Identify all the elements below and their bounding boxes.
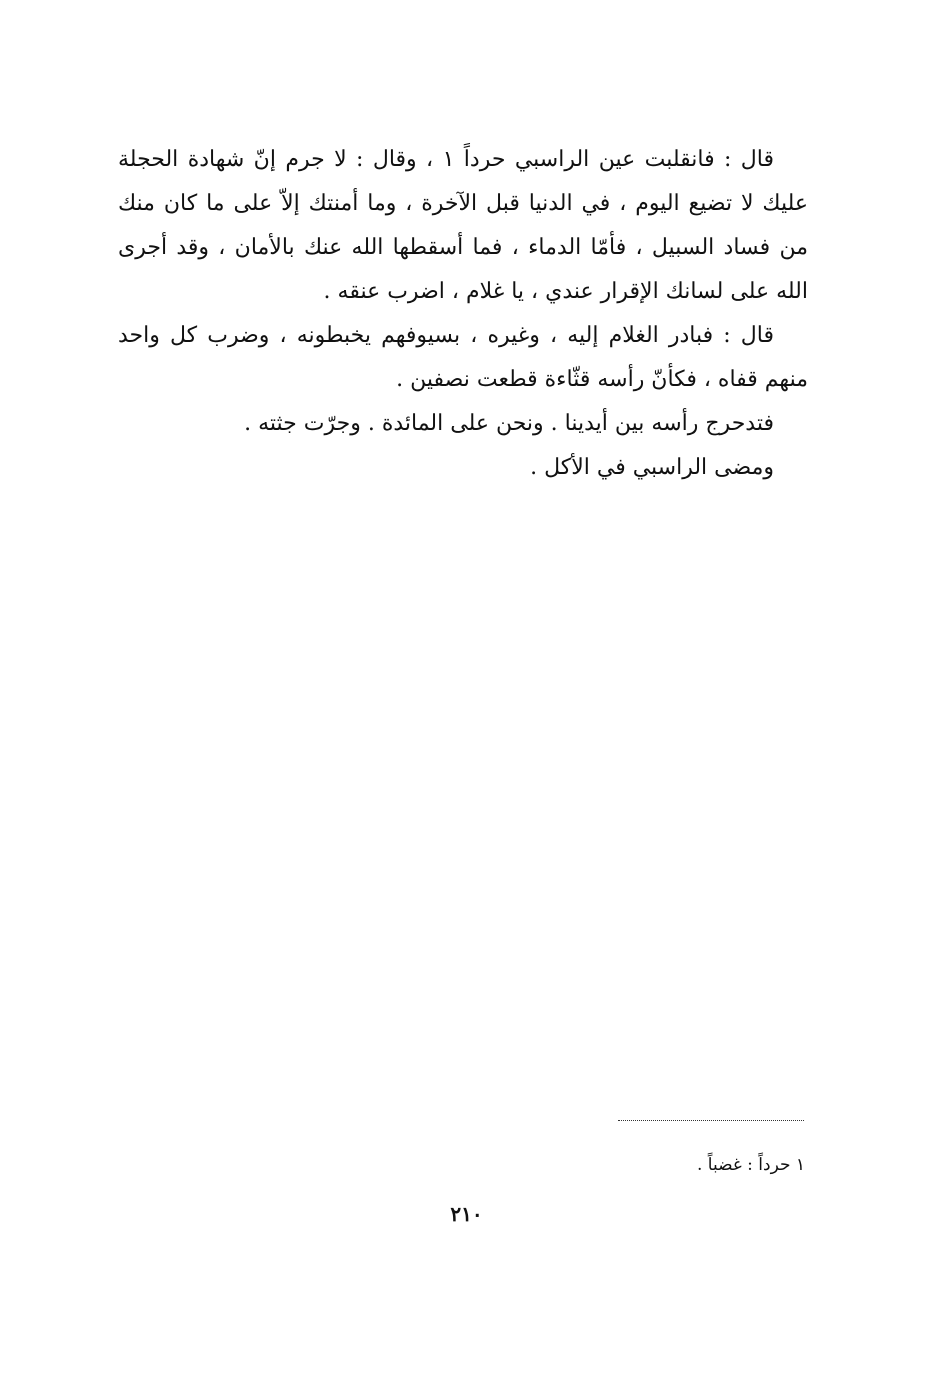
paragraph-1: قال : فانقلبت عين الراسبي حرداً ١ ، وقال : لا جرم إنّ شهادة الحجلة عليك لا تضيع اليوم ، في الدنيا قبل الآخرة ، وما أمنتك إلاّ على ما كان منك من فساد السبيل ، فأمّا الدماء ، فما أسقطها الله عنك بالأمان ، وقد أجرى الله على لسانك الإقرار عندي ، يا غلام ، اضرب عنقه . — [118, 147, 808, 304]
footnote: ١ حرداً : غضباً . — [696, 1155, 805, 1175]
paragraph-4: ومضى الراسبي في الأكل . — [530, 455, 774, 480]
main-text — [118, 138, 808, 490]
footnote-separator — [618, 1120, 804, 1121]
paragraph-2: قال : فبادر الغلام إليه ، وغيره ، بسيوفهم يخبطونه ، وضرب كل واحد منهم قفاه ، فكأنّ رأسه قثّاءة قطعت نصفين . — [118, 323, 808, 392]
paragraph-3: فتدحرج رأسه بين أيدينا . ونحن على المائدة . وجرّت جثته . — [244, 411, 774, 436]
page-number: ٢١٠ — [450, 1202, 483, 1226]
